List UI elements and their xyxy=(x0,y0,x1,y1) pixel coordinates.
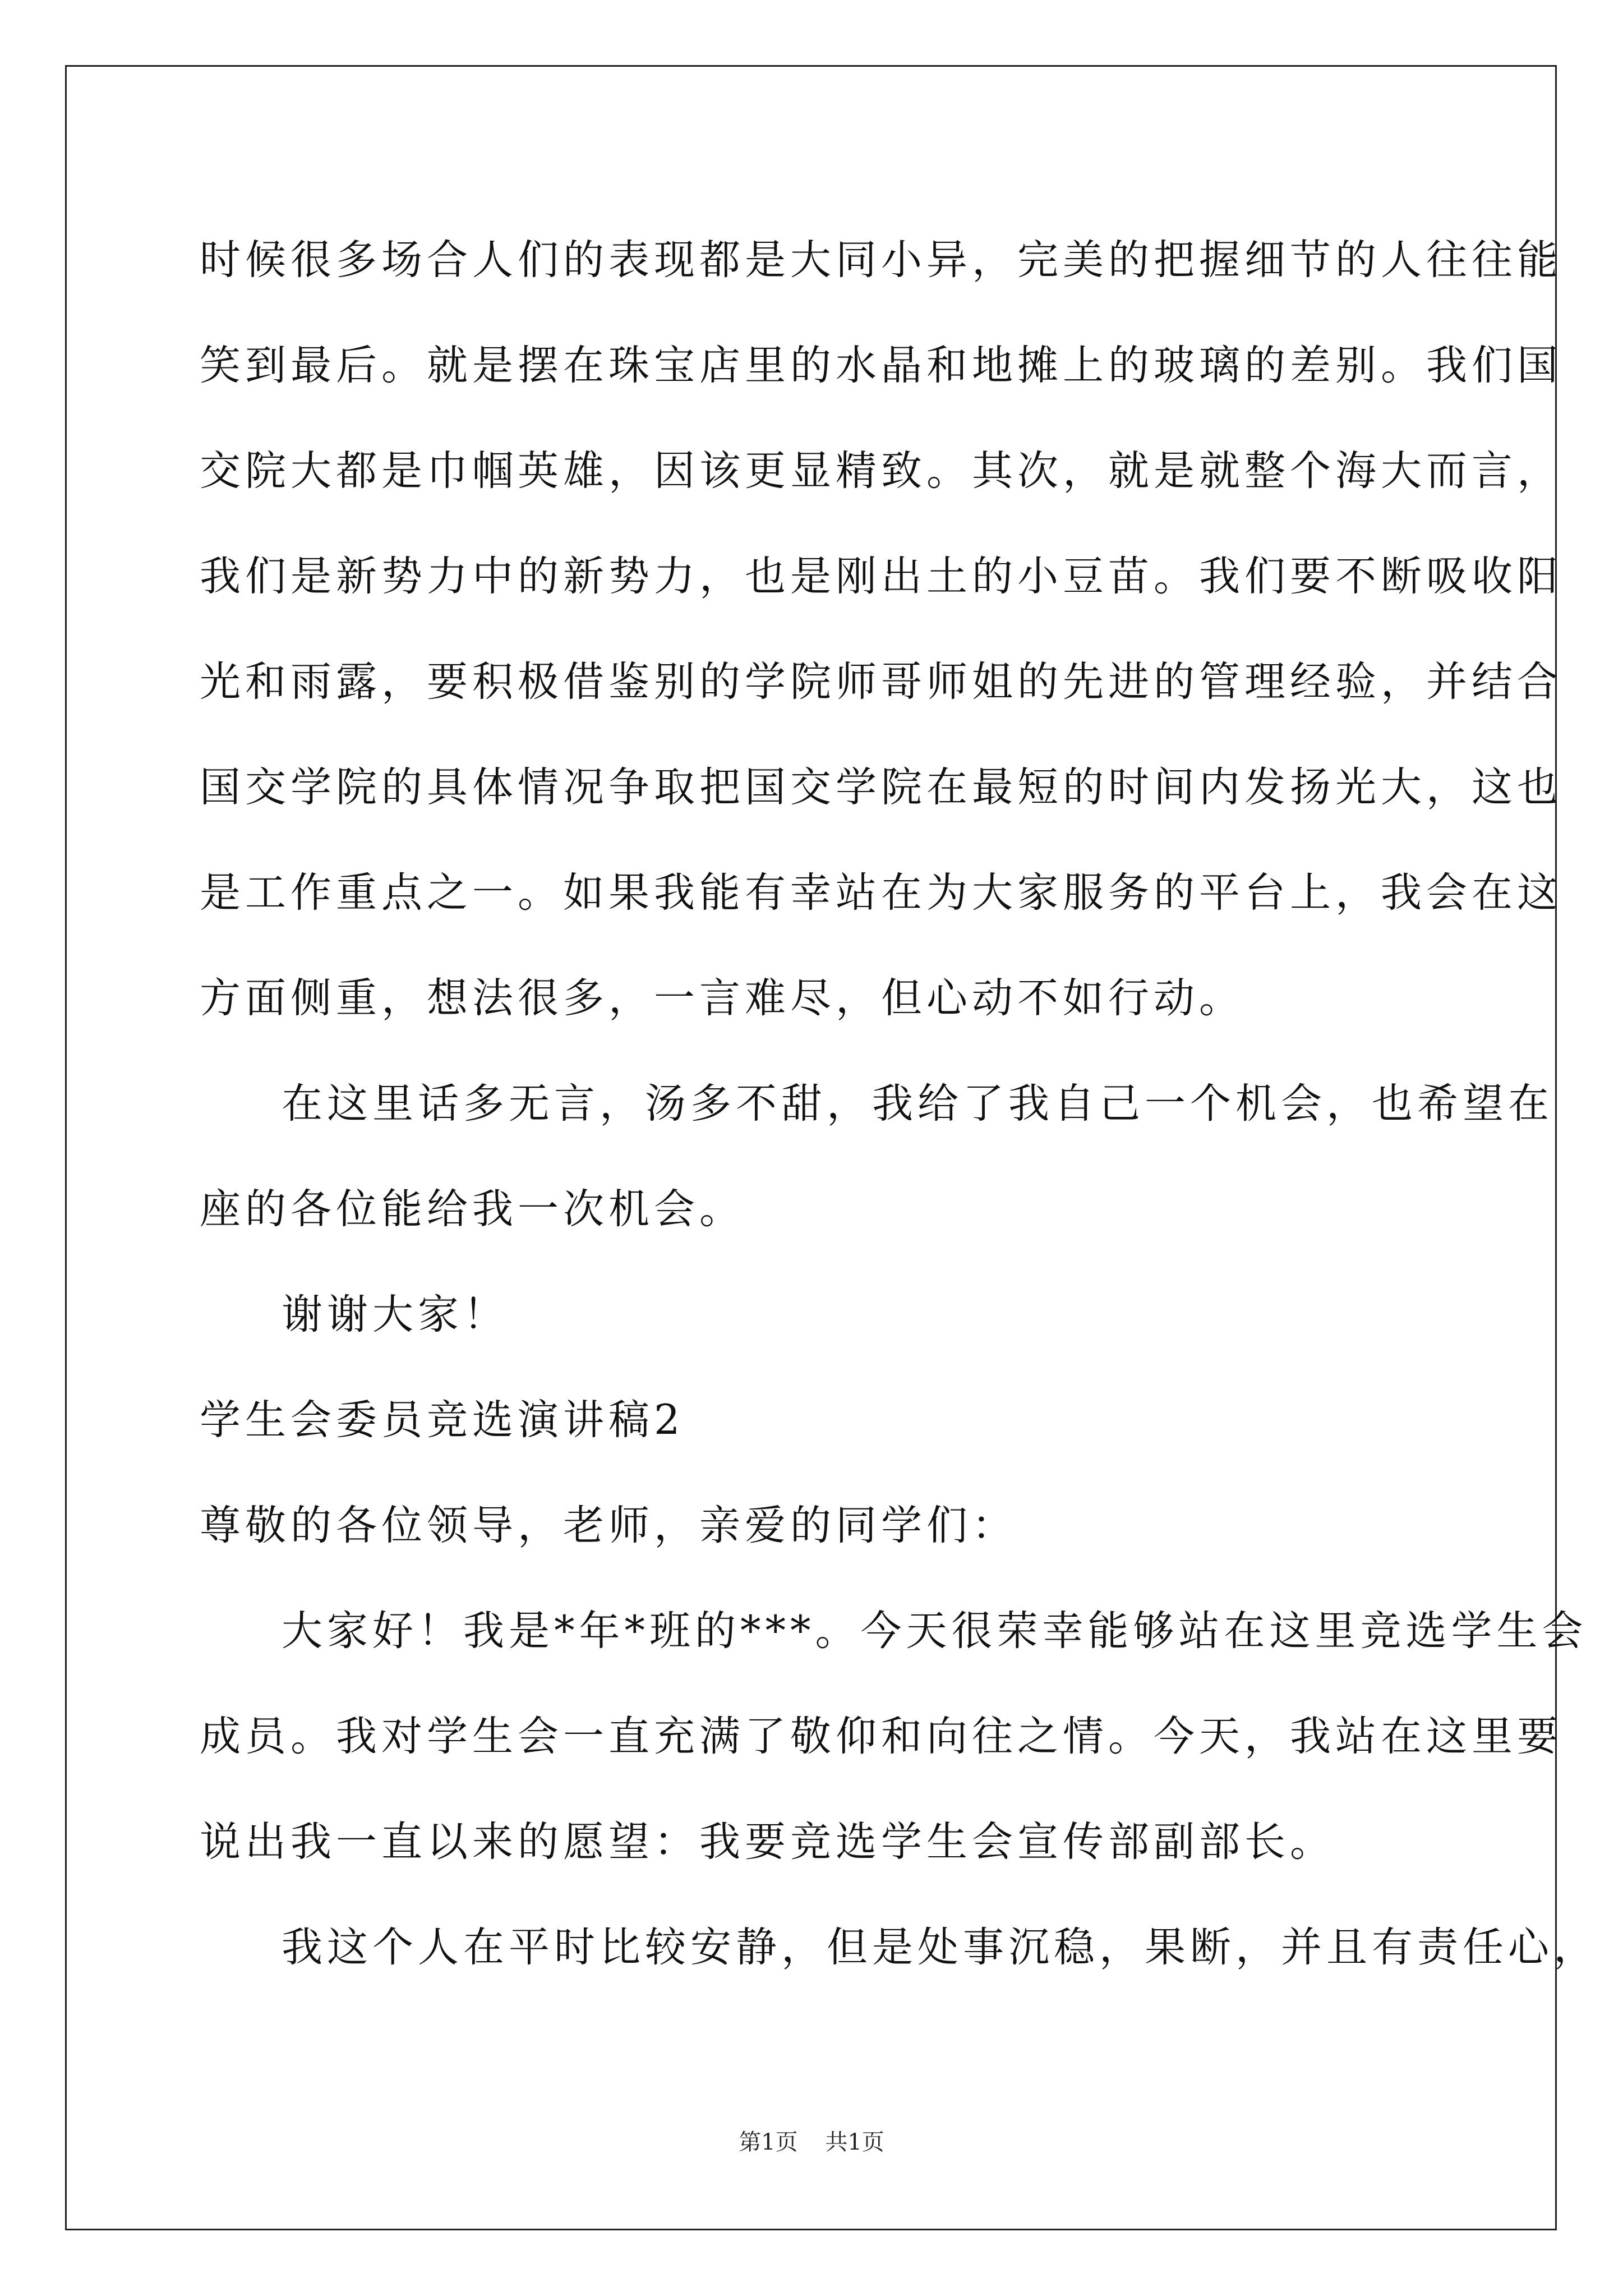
page-number: 第1页 xyxy=(739,2129,798,2155)
paragraph-line: 成员。我对学生会一直充满了敬仰和向往之情。今天，我站在这里要 xyxy=(200,1713,1562,1760)
paragraph-line: 在这里话多无言，汤多不甜，我给了我自己一个机会，也希望在 xyxy=(282,1080,1553,1128)
page-total: 共1页 xyxy=(825,2129,884,2155)
paragraph-line: 国交学院的具体情况争取把国交学院在最短的时间内发扬光大，这也 xyxy=(200,763,1562,811)
paragraph-line: 是工作重点之一。如果我能有幸站在为大家服务的平台上，我会在这 xyxy=(200,869,1562,917)
paragraph-line: 时候很多场合人们的表现都是大同小异，完美的把握细节的人往往能 xyxy=(200,236,1562,284)
salutation: 尊敬的各位领导，老师，亲爱的同学们： xyxy=(200,1502,1017,1549)
document-body xyxy=(200,208,1599,2000)
paragraph-line: 光和雨露，要积极借鉴别的学院师哥师姐的先进的管理经验，并结合 xyxy=(200,658,1562,706)
section-title: 学生会委员竞选演讲稿2 xyxy=(200,1396,685,1444)
page-footer xyxy=(0,2129,1623,2156)
paragraph-line: 我们是新势力中的新势力，也是刚出土的小豆苗。我们要不断吸收阳 xyxy=(200,553,1562,600)
paragraph-line: 大家好！我是*年*班的***。今天很荣幸能够站在这里竞选学生会 xyxy=(282,1607,1588,1655)
paragraph-line: 笑到最后。就是摆在珠宝店里的水晶和地摊上的玻璃的差别。我们国 xyxy=(200,342,1562,389)
paragraph-line: 说出我一直以来的愿望：我要竞选学生会宣传部副部长。 xyxy=(200,1818,1335,1866)
paragraph-line: 方面侧重，想法很多，一言难尽，但心动不如行动。 xyxy=(200,974,1244,1022)
paragraph-line: 谢谢大家！ xyxy=(282,1291,509,1338)
paragraph-line: 交院大都是巾帼英雄，因该更显精致。其次，就是就整个海大而言， xyxy=(200,447,1562,495)
paragraph-line: 我这个人在平时比较安静，但是处事沉稳，果断，并且有责任心， xyxy=(282,1924,1599,1971)
paragraph-line: 座的各位能给我一次机会。 xyxy=(200,1185,745,1233)
